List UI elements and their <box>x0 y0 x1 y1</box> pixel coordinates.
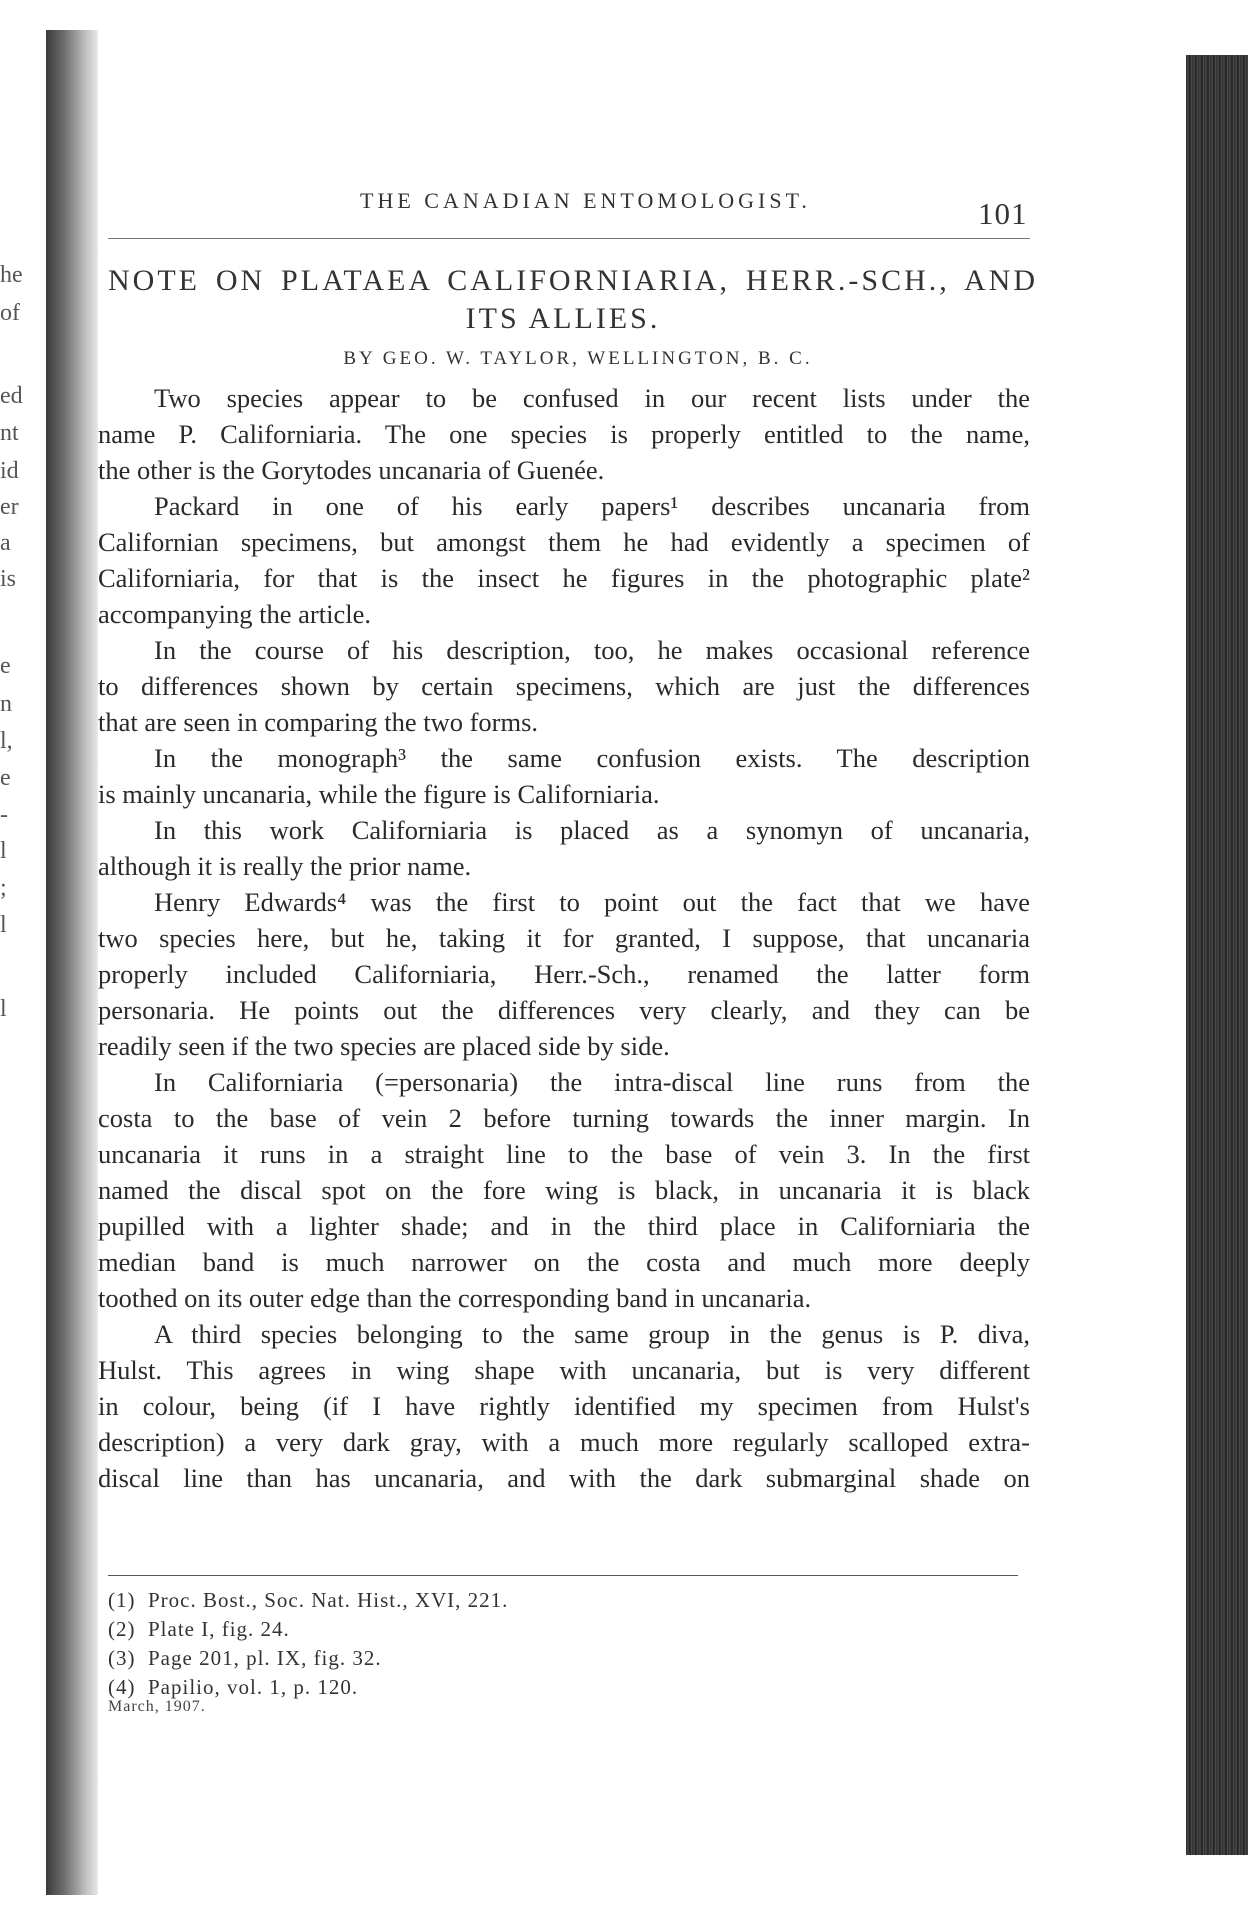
margin-fragment: a <box>0 530 11 556</box>
body-line: readily seen if the two species are placed side by side. <box>98 1031 670 1061</box>
body-line: properly included Californiaria, Herr.-Sch., renamed the latter form <box>98 959 1030 989</box>
body-line: in colour, being (if I have rightly identified my specimen from Hulst's <box>98 1391 1030 1421</box>
body-line: personaria. He points out the differences very clearly, and they can be <box>98 995 1030 1025</box>
body-line: uncanaria it runs in a straight line to the base of vein 3. In the first <box>98 1139 1030 1169</box>
margin-fragment: l <box>0 912 7 938</box>
body-line: Packard in one of his early papers¹ describes uncanaria from <box>154 491 1030 521</box>
header-rule <box>108 238 1030 239</box>
footnote-number: (2) <box>108 1617 136 1641</box>
body-line: Californiaria, for that is the insect he figures in the photographic plate² <box>98 563 1030 593</box>
margin-fragment: er <box>0 494 19 520</box>
footnotes <box>108 1586 708 1702</box>
margin-fragment: l <box>0 996 7 1022</box>
footnote <box>108 1644 708 1673</box>
margin-fragment: - <box>0 802 8 828</box>
body-line: named the discal spot on the fore wing is black, in uncanaria it is black <box>98 1175 1030 1205</box>
body-line: In the monograph³ the same confusion exists. The description <box>154 743 1030 773</box>
body-line: Two species appear to be confused in our recent lists under the <box>154 383 1030 413</box>
body-line: although it is really the prior name. <box>98 851 472 881</box>
body-line: median band is much narrower on the costa and much more deeply <box>98 1247 1030 1277</box>
previous-page-fragments <box>0 0 44 1920</box>
body-line: to differences shown by certain specimens, which are just the differences <box>98 671 1030 701</box>
page-stack-edge <box>1186 55 1248 1855</box>
footnote-rule <box>108 1575 1018 1576</box>
margin-fragment: nt <box>0 420 19 446</box>
footnote-text: Plate I, fig. 24. <box>148 1617 290 1641</box>
footnote-text: Papilio, vol. 1, p. 120. <box>148 1675 359 1699</box>
footnote-number: (1) <box>108 1588 136 1612</box>
body-line: toothed on its outer edge than the corresponding band in uncanaria. <box>98 1283 812 1313</box>
margin-fragment: e <box>0 653 11 679</box>
body-line: Henry Edwards⁴ was the first to point out the fact that we have <box>154 887 1030 917</box>
footnote <box>108 1586 708 1615</box>
body-line: A third species belonging to the same group in the genus is P. diva, <box>154 1319 1030 1349</box>
margin-fragment: of <box>0 300 20 326</box>
page-number: 101 <box>978 196 1028 231</box>
body-line: description) a very dark gray, with a much more regularly scalloped extra- <box>98 1427 1030 1457</box>
body-line: pupilled with a lighter shade; and in the third place in Californiaria the <box>98 1211 1030 1241</box>
body-line: Hulst. This agrees in wing shape with uncanaria, but is very different <box>98 1355 1030 1385</box>
article-title-line-2: ITS ALLIES. <box>465 302 661 335</box>
body-line: In the course of his description, too, he makes occasional reference <box>154 635 1030 665</box>
issue-date: March, 1907. <box>108 1698 206 1715</box>
body-line: that are seen in comparing the two forms. <box>98 707 539 737</box>
binding-gutter <box>0 0 98 1920</box>
margin-fragment: l, <box>0 728 13 754</box>
author-byline: BY GEO. W. TAYLOR, WELLINGTON, B. C. <box>343 348 813 369</box>
book-page <box>98 0 1186 1920</box>
footnote-number: (3) <box>108 1646 136 1670</box>
running-head: THE CANADIAN ENTOMOLOGIST. <box>360 188 811 213</box>
body-line: name P. Californiaria. The one species is properly entitled to the name, <box>98 419 1030 449</box>
body-line: the other is the Gorytodes uncanaria of Guenée. <box>98 455 605 485</box>
margin-fragment: is <box>0 566 17 592</box>
margin-fragment: e <box>0 765 11 791</box>
margin-fragment: he <box>0 262 23 288</box>
body-line: Californian specimens, but amongst them he had evidently a specimen of <box>98 527 1030 557</box>
body-line: is mainly uncanaria, while the figure is Californiaria. <box>98 779 660 809</box>
book-spine-shadow <box>46 30 98 1895</box>
body-line: accompanying the article. <box>98 599 371 629</box>
footnote-number: (4) <box>108 1675 136 1699</box>
body-line: In this work Californiaria is placed as a synomyn of uncanaria, <box>154 815 1030 845</box>
margin-fragment: ; <box>0 875 7 901</box>
article-title-line-1: NOTE ON PLATAEA CALIFORNIARIA, HERR.-SCH., AND <box>108 264 1038 297</box>
body-line: costa to the base of vein 2 before turning towards the inner margin. In <box>98 1103 1030 1133</box>
margin-fragment: ed <box>0 383 23 409</box>
body-line: two species here, but he, taking it for granted, I suppose, that uncanaria <box>98 923 1030 953</box>
footnote-text: Proc. Bost., Soc. Nat. Hist., XVI, 221. <box>148 1588 509 1612</box>
margin-fragment: l <box>0 838 7 864</box>
footnote <box>108 1615 708 1644</box>
article-body <box>98 380 1030 1496</box>
footnote-text: Page 201, pl. IX, fig. 32. <box>148 1646 382 1670</box>
margin-fragment: n <box>0 691 12 717</box>
body-line: In Californiaria (=personaria) the intra-discal line runs from the <box>154 1067 1030 1097</box>
body-line: discal line than has uncanaria, and with the dark submarginal shade on <box>98 1463 1030 1493</box>
margin-fragment: id <box>0 458 19 484</box>
